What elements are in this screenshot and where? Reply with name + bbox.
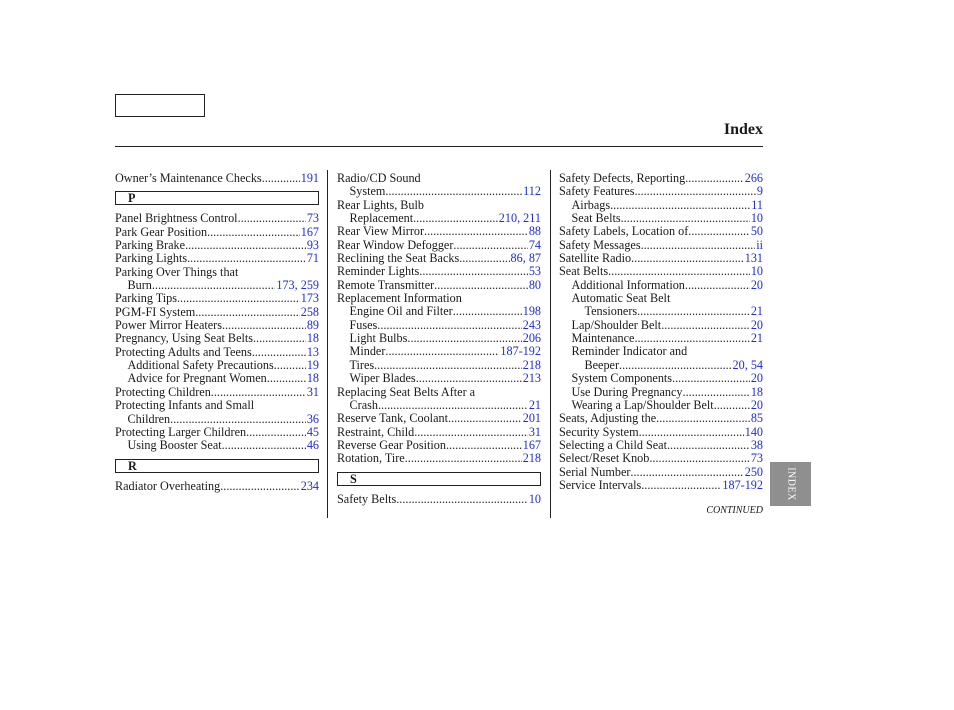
leader-dots [222, 319, 306, 332]
page-link[interactable]: 18 [750, 384, 763, 399]
index-entry [559, 332, 763, 345]
index-entry [115, 439, 319, 452]
index-entry [337, 493, 541, 506]
entry-label: Parking Brake [115, 238, 186, 253]
page-link[interactable]: 258 [300, 304, 319, 319]
page-link[interactable]: 167 [522, 437, 541, 452]
entry-label: Use During Pregnancy [571, 384, 683, 399]
entry-label: Wiper Blades [349, 371, 416, 386]
leader-dots [453, 305, 522, 318]
index-entry [337, 185, 541, 198]
entry-label: Using Booster Seat [127, 438, 222, 453]
entry-label: Reverse Gear Position [337, 437, 446, 452]
leader-dots [672, 372, 750, 385]
entry-label: Radiator Overheating [115, 478, 221, 493]
entry-label: Additional Information [571, 277, 685, 292]
leader-dots [630, 466, 743, 479]
page-link[interactable]: 201 [522, 411, 541, 426]
index-entry [115, 346, 319, 359]
entry-label: Replacing Seat Belts After a [337, 384, 476, 399]
leader-dots [378, 399, 528, 412]
entry-label: Parking Tips [115, 291, 177, 306]
page-link[interactable]: ii [756, 237, 763, 252]
entry-label: Airbags [571, 197, 611, 212]
leader-dots [634, 185, 755, 198]
entry-label: Safety Messages [559, 237, 641, 252]
leader-dots [661, 319, 750, 332]
page-link[interactable]: 50 [750, 224, 763, 239]
entry-label: Pregnancy, Using Seat Belts [115, 331, 253, 346]
entry-label: Safety Labels, Location of [559, 224, 689, 239]
entry-label: Security System [559, 424, 639, 439]
page-link[interactable]: 250 [744, 464, 763, 479]
page-link[interactable]: 21 [750, 331, 763, 346]
index-entry [559, 265, 763, 278]
leader-dots [220, 480, 299, 493]
entry-label: Panel Brightness Control [115, 211, 238, 226]
index-entry [337, 386, 541, 399]
page-link[interactable]: 173, 259 [276, 278, 319, 293]
page-link[interactable]: 21 [750, 304, 763, 319]
entry-label: Safety Belts [337, 491, 397, 506]
leader-dots [152, 279, 275, 292]
index-entry [559, 426, 763, 439]
page-link[interactable]: 173 [300, 291, 319, 306]
page-link[interactable]: 18 [306, 371, 319, 386]
page-title: Index [723, 121, 763, 138]
page-link[interactable]: 45 [306, 424, 319, 439]
leader-dots [246, 426, 306, 439]
entry-label: Reclining the Seat Backs [337, 251, 460, 266]
leader-dots [459, 252, 509, 265]
entry-label: PGM-FI System [115, 304, 196, 319]
leader-dots [195, 306, 299, 319]
index-entry [559, 292, 763, 305]
section-letter-p: P [115, 191, 319, 205]
leader-dots [405, 452, 522, 465]
entry-label: Rotation, Tire [337, 451, 405, 466]
page-link[interactable]: 80 [528, 277, 541, 292]
index-entry [115, 226, 319, 239]
index-entry [115, 372, 319, 385]
index-entry [337, 372, 541, 385]
entry-label: Maintenance [571, 331, 635, 346]
entry-label: Safety Features [559, 184, 635, 199]
entry-label: Safety Defects, Reporting [559, 171, 686, 185]
index-column-3 [559, 172, 763, 492]
index-entry [559, 479, 763, 492]
page-link[interactable]: 21 [528, 397, 541, 412]
entry-label: Service Intervals [559, 477, 642, 492]
entry-label: Reserve Tank, Coolant [337, 411, 448, 426]
index-entry [115, 306, 319, 319]
entry-label: Selecting a Child Seat [559, 437, 667, 452]
leader-dots [267, 372, 306, 385]
page-link[interactable]: 140 [744, 424, 763, 439]
leader-dots [177, 292, 300, 305]
leader-dots [637, 305, 750, 318]
index-entry [337, 252, 541, 265]
page-link[interactable]: 20 [750, 277, 763, 292]
page-link[interactable]: 53 [528, 264, 541, 279]
entry-label: Protecting Children [115, 384, 211, 399]
column-divider-2 [550, 170, 551, 518]
page-link[interactable]: 46 [306, 438, 319, 453]
page-link[interactable]: 88 [528, 224, 541, 239]
leader-dots [274, 359, 306, 372]
entry-label: Tires [349, 357, 375, 372]
entry-label: Minder [349, 344, 386, 359]
page-link[interactable]: 31 [528, 424, 541, 439]
page-link[interactable]: 38 [750, 437, 763, 452]
entry-label: Rear View Mirror [337, 224, 425, 239]
entry-label: Advice for Pregnant Women [127, 371, 267, 386]
index-entry [559, 185, 763, 198]
leader-dots [641, 239, 756, 252]
index-entry [115, 332, 319, 345]
index-entry [337, 439, 541, 452]
leader-dots [414, 426, 528, 439]
index-entry [337, 225, 541, 238]
page-link[interactable]: 191 [300, 171, 319, 185]
entry-label: Reminder Lights [337, 264, 420, 279]
entry-label: Rear Window Defogger [337, 237, 454, 252]
entry-label: Protecting Infants and Small [115, 398, 255, 413]
leader-dots [608, 265, 750, 278]
leader-dots [434, 279, 528, 292]
page-link[interactable]: 31 [306, 384, 319, 399]
column-divider-1 [327, 170, 328, 518]
page-link[interactable]: 71 [306, 251, 319, 266]
entry-label: System [349, 184, 386, 199]
entry-label: Crash [349, 397, 378, 412]
index-entry [559, 252, 763, 265]
index-entry [337, 452, 541, 465]
leader-dots [424, 225, 528, 238]
entry-label: Power Mirror Heaters [115, 318, 222, 333]
leader-dots [685, 172, 743, 185]
entry-label: Seat Belts [559, 264, 609, 279]
page-link[interactable]: 11 [751, 197, 763, 212]
header-rule [115, 146, 763, 147]
leader-dots [170, 413, 306, 426]
entry-label: Automatic Seat Belt [571, 291, 671, 306]
entry-label: Remote Transmitter [337, 277, 435, 292]
page-link[interactable]: 131 [744, 251, 763, 266]
leader-dots [207, 226, 300, 239]
index-entry [115, 480, 319, 493]
index-entry [115, 252, 319, 265]
index-entry [115, 359, 319, 372]
page-link[interactable]: 198 [522, 304, 541, 319]
entry-label: Light Bulbs [349, 331, 408, 346]
index-entry [337, 359, 541, 372]
index-entry [337, 319, 541, 332]
index-entry [337, 332, 541, 345]
side-tab-label: INDEX [785, 467, 796, 501]
page-link[interactable]: 74 [528, 237, 541, 252]
index-entry [559, 399, 763, 412]
entry-label: Replacement [349, 211, 414, 226]
page-link[interactable]: 167 [300, 224, 319, 239]
entry-label: Seats, Adjusting the [559, 411, 657, 426]
leader-dots [631, 252, 744, 265]
section-letter-s: S [337, 472, 541, 486]
page-link[interactable]: 36 [306, 411, 319, 426]
index-entry [337, 345, 541, 358]
page-link[interactable]: 73 [750, 451, 763, 466]
header-box [115, 94, 205, 117]
leader-dots [407, 332, 521, 345]
index-entry [559, 386, 763, 399]
entry-label: Fuses [349, 317, 378, 332]
leader-dots [252, 346, 306, 359]
index-entry [559, 319, 763, 332]
page-link[interactable]: 218 [522, 451, 541, 466]
index-entry [115, 386, 319, 399]
leader-dots [688, 225, 750, 238]
leader-dots [649, 452, 749, 465]
index-entry [337, 172, 541, 185]
entry-label: Wearing a Lap/Shoulder Belt [571, 397, 714, 412]
leader-dots [683, 386, 750, 399]
entry-label: Seat Belts [571, 211, 621, 226]
index-entry [337, 426, 541, 439]
leader-dots [634, 332, 749, 345]
entry-label: Rear Lights, Bulb [337, 197, 424, 212]
index-entry [559, 412, 763, 425]
page-link[interactable]: 187-192 [500, 344, 541, 359]
index-entry [559, 372, 763, 385]
leader-dots [416, 372, 522, 385]
leader-dots [641, 479, 721, 492]
index-entry [559, 439, 763, 452]
leader-dots [621, 212, 750, 225]
entry-label: Additional Safety Precautions [127, 358, 274, 373]
entry-label: Parking Over Things that [115, 264, 239, 279]
entry-label: Serial Number [559, 464, 631, 479]
entry-label: Radio/CD Sound [337, 171, 421, 185]
index-entry [337, 292, 541, 305]
leader-dots [262, 172, 300, 185]
entry-label: Park Gear Position [115, 224, 208, 239]
index-entry [337, 412, 541, 425]
entry-label: Tensioners [584, 304, 638, 319]
entry-label: Protecting Adults and Teens [115, 344, 252, 359]
index-entry [559, 239, 763, 252]
index-entry [337, 239, 541, 252]
entry-label: System Components [571, 371, 673, 386]
entry-label: Protecting Larger Children [115, 424, 247, 439]
index-entry [115, 426, 319, 439]
page-link[interactable]: 20 [750, 371, 763, 386]
page-link[interactable]: 266 [744, 171, 763, 185]
index-entry [115, 319, 319, 332]
leader-dots [377, 319, 521, 332]
entry-label: Restraint, Child [337, 424, 415, 439]
page-link[interactable]: 10 [528, 491, 541, 506]
entry-label: Replacement Information [337, 291, 462, 306]
index-entry [115, 239, 319, 252]
index-entry [115, 172, 319, 185]
entry-label: Children [127, 411, 171, 426]
leader-dots [185, 239, 306, 252]
index-entry [115, 399, 319, 412]
index-entry [337, 399, 541, 412]
page-link[interactable]: 206 [522, 331, 541, 346]
leader-dots [619, 359, 732, 372]
entry-label: Lap/Shoulder Belt [571, 317, 662, 332]
page-link[interactable]: 18 [306, 331, 319, 346]
leader-dots [685, 279, 750, 292]
page-link[interactable]: 243 [522, 317, 541, 332]
page-link[interactable]: 213 [522, 371, 541, 386]
leader-dots [448, 412, 522, 425]
page-link[interactable]: 112 [523, 184, 541, 199]
entry-label: Beeper [584, 357, 620, 372]
leader-dots [222, 439, 306, 452]
index-entry [115, 292, 319, 305]
index-entry [337, 212, 541, 225]
page-link[interactable]: 86, 87 [510, 251, 541, 266]
page-link[interactable]: 218 [522, 357, 541, 372]
leader-dots [656, 412, 750, 425]
index-entry [559, 279, 763, 292]
index-entry [115, 279, 319, 292]
page-link[interactable]: 85 [750, 411, 763, 426]
entry-label: Burn [127, 278, 152, 293]
index-column-2 [337, 172, 541, 506]
leader-dots [253, 332, 306, 345]
page-link[interactable]: 10 [750, 211, 763, 226]
page-link[interactable]: 20 [750, 397, 763, 412]
index-entry [559, 452, 763, 465]
index-entry [337, 305, 541, 318]
page-link[interactable]: 10 [750, 264, 763, 279]
index-entry [115, 212, 319, 225]
leader-dots [238, 212, 306, 225]
leader-dots [187, 252, 306, 265]
entry-label: Select/Reset Knob [559, 451, 650, 466]
page-link[interactable]: 234 [300, 478, 319, 493]
entry-label: Parking Lights [115, 251, 188, 266]
leader-dots [211, 386, 306, 399]
leader-dots [396, 493, 528, 506]
index-entry [559, 345, 763, 358]
index-entry [337, 199, 541, 212]
page-link[interactable]: 93 [306, 238, 319, 253]
page-link[interactable]: 9 [756, 184, 763, 199]
index-entry [559, 466, 763, 479]
leader-dots [413, 212, 498, 225]
entry-label: Engine Oil and Filter [349, 304, 453, 319]
index-entry [559, 199, 763, 212]
index-side-tab[interactable] [770, 462, 811, 506]
index-entry [115, 413, 319, 426]
index-entry [559, 172, 763, 185]
leader-dots [374, 359, 522, 372]
entry-label: Satellite Radio [559, 251, 632, 266]
entry-label: Owner’s Maintenance Checks [115, 171, 262, 185]
section-letter-r: R [115, 459, 319, 473]
leader-dots [453, 239, 527, 252]
leader-dots [610, 199, 750, 212]
index-entry [115, 266, 319, 279]
entry-label: Reminder Indicator and [571, 344, 688, 359]
page-link[interactable]: 13 [306, 344, 319, 359]
page-link[interactable]: 187-192 [722, 477, 763, 492]
index-entry [559, 225, 763, 238]
leader-dots [419, 265, 528, 278]
index-entry [559, 359, 763, 372]
leader-dots [714, 399, 750, 412]
page-link[interactable]: 20, 54 [732, 357, 763, 372]
leader-dots [446, 439, 522, 452]
leader-dots [667, 439, 750, 452]
page-link[interactable]: 89 [306, 318, 319, 333]
page-link[interactable]: 210, 211 [498, 211, 541, 226]
page-link[interactable]: 19 [306, 358, 319, 373]
index-entry [559, 305, 763, 318]
page-link[interactable]: 73 [306, 211, 319, 226]
leader-dots [639, 426, 744, 439]
continued-note: CONTINUED [706, 505, 763, 516]
page-link[interactable]: 20 [750, 317, 763, 332]
leader-dots [385, 185, 522, 198]
index-entry [559, 212, 763, 225]
index-entry [337, 265, 541, 278]
index-column-1 [115, 172, 319, 493]
index-entry [337, 279, 541, 292]
leader-dots [385, 345, 499, 358]
